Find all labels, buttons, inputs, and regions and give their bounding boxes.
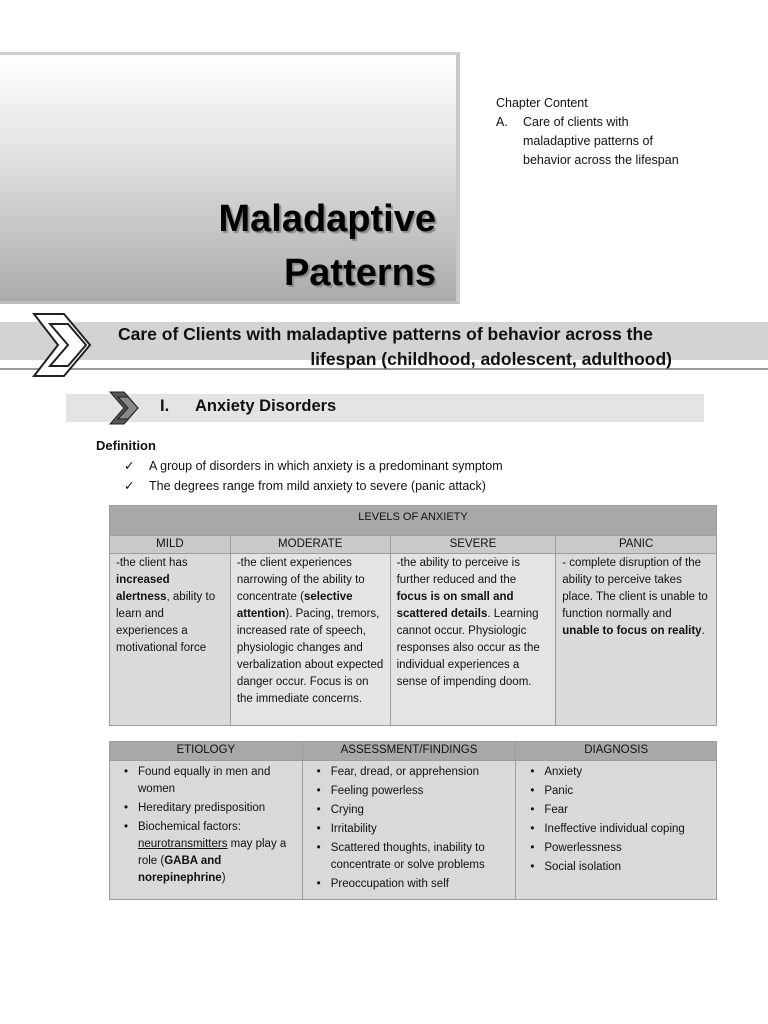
list-item: • Found equally in men and women bbox=[114, 764, 298, 798]
section-title bbox=[160, 397, 336, 416]
definition-item-text: The degrees range from mild anxiety to severe (panic attack) bbox=[149, 478, 486, 493]
column-header-diagnosis: DIAGNOSIS bbox=[516, 742, 717, 761]
bullet-icon: • bbox=[316, 804, 321, 816]
chapter-content-item bbox=[496, 113, 696, 170]
chapter-content bbox=[496, 94, 696, 170]
list-item: • Anxiety bbox=[520, 764, 712, 781]
list-item: • Hereditary predisposition bbox=[114, 800, 298, 817]
bullet-icon: • bbox=[123, 766, 129, 778]
bullet-icon: • bbox=[530, 823, 535, 835]
levels-of-anxiety-table bbox=[109, 505, 717, 726]
column-header-moderate: MODERATE bbox=[230, 536, 390, 554]
list-item: • Feeling powerless bbox=[307, 783, 512, 800]
banner-heading-line2: lifespan (childhood, adolescent, adulthood) bbox=[310, 349, 672, 369]
list-item: • Biochemical factors: neurotransmitters may play a role (GABA and norepinephrine) bbox=[114, 819, 298, 887]
list-item: • Panic bbox=[520, 783, 712, 800]
banner-heading-line1: Care of Clients with maladaptive patterns of behavior across the bbox=[118, 324, 653, 344]
definition-item-text: A group of disorders in which anxiety is a predominant symptom bbox=[149, 459, 503, 473]
bullet-icon: • bbox=[316, 785, 321, 797]
cell-severe: -the ability to perceive is further reduced and the focus is on small and scattered details. Learning cannot occur. Physiologic responses also occur as the individual experiences a sense of impending doom. bbox=[390, 554, 556, 726]
etiology-assessment-diagnosis-table bbox=[109, 741, 717, 900]
bullet-icon: • bbox=[316, 842, 321, 854]
list-item: • Preoccupation with self bbox=[307, 876, 512, 893]
chapter-content-heading: Chapter Content bbox=[496, 96, 588, 110]
check-icon: ✓ bbox=[124, 478, 135, 493]
bullet-icon: • bbox=[316, 878, 321, 890]
diagnosis-cell bbox=[516, 761, 717, 900]
levels-table-title: LEVELS OF ANXIETY bbox=[110, 506, 717, 536]
bullet-icon: • bbox=[530, 861, 535, 873]
list-item: • Scattered thoughts, inability to concentrate or solve problems bbox=[307, 840, 512, 874]
chapter-item-letter: A. bbox=[496, 115, 508, 129]
column-header-severe: SEVERE bbox=[390, 536, 556, 554]
list-item: • Powerlessness bbox=[520, 840, 712, 857]
bullet-icon: • bbox=[123, 821, 129, 833]
check-icon: ✓ bbox=[124, 459, 135, 473]
definition-label: Definition bbox=[96, 438, 156, 453]
section-number: I. bbox=[160, 397, 170, 415]
column-header-panic: PANIC bbox=[556, 536, 717, 554]
definition-list bbox=[124, 457, 503, 496]
list-item: • Irritability bbox=[307, 821, 512, 838]
section-chevron-icon bbox=[108, 389, 144, 427]
banner-heading bbox=[100, 322, 672, 372]
column-header-assessment: ASSESSMENT/FINDINGS bbox=[302, 742, 516, 761]
cell-panic: - complete disruption of the ability to perceive takes place. The client is unable to function normally and unable to focus on reality. bbox=[556, 554, 717, 726]
list-item: • Crying bbox=[307, 802, 512, 819]
cell-mild: -the client has increased alertness, ability to learn and experiences a motivational force bbox=[110, 554, 231, 726]
list-item: • Fear, dread, or apprehension bbox=[307, 764, 512, 781]
page-title-line2: Patterns bbox=[283, 252, 436, 294]
double-chevron-icon bbox=[30, 310, 100, 380]
list-item: • Fear bbox=[520, 802, 712, 819]
bullet-icon: • bbox=[530, 785, 535, 797]
cell-moderate: -the client experiences narrowing of the ability to concentrate (selective attention). Pacing, tremors, increased rate of speech, physiologic changes and verbalization about expected danger occur. Focus is on the immediate concerns. bbox=[230, 554, 390, 726]
definition-item bbox=[124, 457, 503, 477]
bullet-icon: • bbox=[530, 842, 535, 854]
list-item: • Social isolation bbox=[520, 859, 712, 876]
page-title-line1: Maladaptive bbox=[218, 198, 436, 240]
definition-item bbox=[124, 477, 503, 497]
column-header-mild: MILD bbox=[110, 536, 231, 554]
bullet-icon: • bbox=[316, 823, 321, 835]
title-block bbox=[0, 52, 460, 304]
bullet-icon: • bbox=[530, 766, 535, 778]
chapter-item-text: Care of clients with maladaptive patterns of behavior across the lifespan bbox=[523, 115, 679, 167]
bullet-icon: • bbox=[123, 802, 129, 814]
column-header-etiology: ETIOLOGY bbox=[110, 742, 303, 761]
bullet-icon: • bbox=[316, 766, 321, 778]
section-title-text: Anxiety Disorders bbox=[195, 397, 337, 415]
assessment-cell bbox=[302, 761, 516, 900]
etiology-cell bbox=[110, 761, 303, 900]
list-item: • Ineffective individual coping bbox=[520, 821, 712, 838]
bullet-icon: • bbox=[530, 804, 535, 816]
